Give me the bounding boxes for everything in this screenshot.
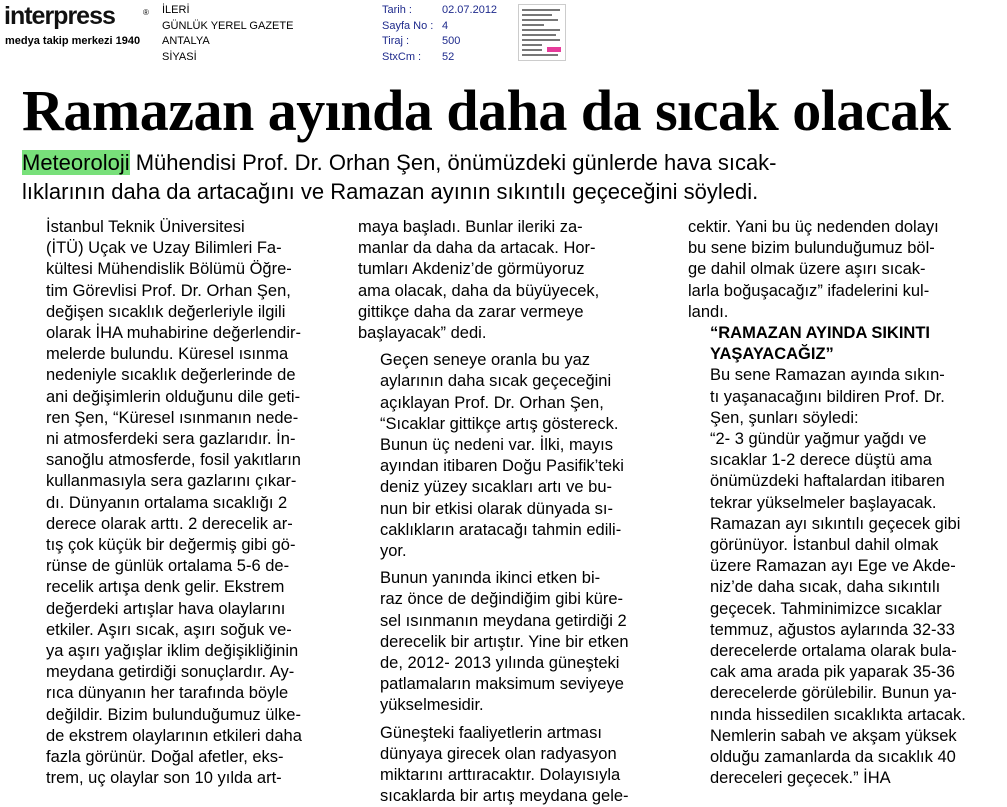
article-text-line: başlayacak” dedi. [358, 324, 487, 343]
article-text-line: caklıkların aratacağı tahmin edili- [380, 520, 622, 539]
article-text-line: dünyaya girecek olan radyasyon [380, 744, 617, 763]
col3-paragraph-1 [688, 217, 1000, 323]
article-text-line: görünüyor. İstanbul dahil olmak [710, 536, 939, 555]
meta-value-line: 02.07.2012 [442, 4, 498, 16]
lead-highlight: Meteoroloji [22, 150, 130, 175]
article-text-line: açıklayan Prof. Dr. Orhan Şen, [380, 393, 604, 412]
article-text-line: melerde bulundu. Küresel ısınma [46, 345, 289, 364]
article-text-line: larla boğuşacağız” ifadelerini kul- [688, 281, 930, 300]
article-text-line: Güneşteki faaliyetlerin artması [380, 723, 602, 742]
article-text-line: aylarının daha sıcak geçeceğini [380, 372, 612, 391]
article-column-1 [24, 217, 334, 789]
publication-info-line: ANTALYA [162, 35, 210, 47]
logo-tagline: medya takip merkezi 1940 [5, 35, 141, 47]
article-text-line: rünse de günlük ortalama 5-6 de- [46, 557, 290, 576]
article-text-line: derecelik bir artıştır. Yine bir etken [380, 632, 629, 651]
article-text-line: sel ısınmanın meydana getirdiği 2 [380, 611, 627, 630]
article-text-line: ani değişimlerin olduğunu dile geti- [46, 387, 301, 406]
article-text-line: ya aşırı yağışlar iklim değişikliğinin [46, 642, 299, 661]
article-text-line: kültesi Mühendislik Bölümü Öğre- [46, 260, 292, 279]
col3-subheading [688, 323, 1000, 365]
article-text-line: üzere Ramazan ayı Ege ve Akde- [710, 557, 956, 576]
article-text-line: nun bir etkisi olarak dünyada sı- [380, 499, 613, 518]
article-text-line: bu sene bizim bulunduğumuz böl- [688, 239, 935, 258]
article-text-line: sıcaklar 1-2 derece düştü ama [710, 451, 932, 470]
article-text-line: rıca dünyanın her tarafında böyle [46, 684, 289, 703]
article-text-line: ren Şen, “Küresel ısınmanın nede- [46, 408, 299, 427]
thumbnail-highlight-mark [547, 47, 561, 52]
article-text-line: değerdeki artışlar hava olaylarını [46, 599, 286, 618]
article-text-line: niz’de daha sıcak, daha sıkıntılı [710, 578, 941, 597]
article-text-line: ayından itibaren Doğu Pasifik’teki [380, 457, 624, 476]
publication-info-line: İLERİ [162, 4, 190, 16]
col2-paragraph-4 [358, 723, 658, 807]
article-text-line: yükselmesidir. [380, 696, 484, 715]
article-text-line: maya başladı. Bunlar ileriki za- [358, 218, 583, 236]
article-text-line: (İTÜ) Uçak ve Uzay Bilimleri Fa- [46, 239, 282, 258]
article-text-line: “Sıcaklar gittikçe artış göstereck. [380, 414, 619, 433]
article-text-line: derece olarak arttı. 2 derecelik ar- [46, 514, 293, 533]
article-text-line: patlamaların maksimum seviyeye [380, 675, 624, 694]
meta-value-line: 500 [442, 35, 461, 47]
article-text-line: cektir. Yani bu üç nedenden dolayı [688, 218, 939, 236]
article-text-line: Nemlerin sabah ve akşam yüksek [710, 726, 957, 745]
article-text-line: tumları Akdeniz’de görmüyoruz [358, 260, 585, 279]
article-text-line: “2- 3 gündür yağmur yağdı ve [710, 430, 927, 449]
article-text-line: recelik artışa denk gelir. Ekstrem [46, 578, 285, 597]
article-text-line: Bunun yanında ikinci etken bi- [380, 569, 601, 588]
article-text-line: Bunun üç nedeni var. İlki, mayıs [380, 436, 613, 455]
article-headline: Ramazan ayında daha da sıcak olacak [22, 78, 951, 143]
article-text-line: landı. [688, 302, 729, 321]
col3-paragraph-2 [688, 365, 1000, 429]
article-text-line: dı. Dünyanın ortalama sıcaklığı 2 [46, 493, 288, 512]
article-text-line: olarak İHA muhabirine değerlendir- [46, 324, 301, 343]
lead-line-2: lıklarının daha da artacağını ve Ramazan ayının sıkıntılı geçeceğini söyledi. [22, 179, 759, 204]
article-text-line: tim Görevlisi Prof. Dr. Orhan Şen, [46, 281, 291, 300]
article-text-line: Geçen seneye oranla bu yaz [380, 351, 591, 370]
article-text-line: miktarını arttıracaktır. Dolayısıyla [380, 766, 621, 785]
page-thumbnail [518, 4, 566, 61]
article-text-line: etkiler. Aşırı sıcak, aşırı soğuk ve- [46, 620, 292, 639]
article-text-line: tış çok küçük bir değermiş gibi gö- [46, 536, 296, 555]
clipping-header [0, 0, 1007, 70]
article-text-line: manlar da daha da artacak. Hor- [358, 239, 596, 258]
article-text-line: cak ama arada pik yaparak 35-36 [710, 663, 955, 682]
article-text-line: de ekstrem olaylarının etkileri daha [46, 726, 302, 745]
article-text-line: ama olacak, daha da büyüyecek, [358, 281, 600, 300]
article-text-line: dereceleri geçecek.” İHA [710, 769, 891, 788]
article-lead [22, 148, 1007, 206]
article-text-line: de, 2012- 2013 yılında güneşteki [380, 654, 620, 673]
article-text-line: nında hissedilen sıcaklıkta artacak. [710, 705, 966, 724]
article-text-line: deniz yüzey sıcakları artı ve bu- [380, 478, 613, 497]
article-text-line: gittikçe daha da zarar vermeye [358, 302, 584, 321]
lead-line-1 [22, 148, 1007, 177]
article-text-line: sanoğlu atmosferde, fosil yakıtların [46, 451, 301, 470]
article-text-line: raz önce de değindiğim gibi küre- [380, 590, 624, 609]
clipping-meta-labels [382, 3, 433, 65]
article-text-line: derecelerde ortalama olarak bula- [710, 642, 957, 661]
col2-paragraph-1 [358, 217, 658, 344]
interpress-logo [4, 4, 154, 48]
col3-paragraph-3 [688, 429, 1000, 789]
article-text-line: Bu sene Ramazan ayında sıkın- [710, 366, 945, 385]
article-text-line: değişen sıcaklık değerleriyle ilgili [46, 302, 286, 321]
article-text-line: YAŞAYACAĞIZ” [710, 345, 834, 364]
article-text-line: fazla görünür. Doğal afetler, eks- [46, 748, 284, 767]
article-text-line: İstanbul Teknik Üniversitesi [46, 218, 245, 236]
article-text-line: “RAMAZAN AYINDA SIKINTI [710, 324, 931, 343]
article-text-line: Ramazan ayı sıkıntılı geçecek gibi [710, 514, 961, 533]
article-text-line: yor. [380, 542, 407, 561]
lead-line-1-rest: Mühendisi Prof. Dr. Orhan Şen, önümüzdeki günlerde hava sıcak- [129, 150, 777, 175]
logo-registered-mark: ® [143, 8, 149, 17]
meta-value-line: 52 [442, 50, 455, 63]
meta-label-line: Sayfa No : [382, 19, 434, 32]
article-text-line: temmuz, ağustos aylarında 32-33 [710, 620, 955, 639]
publication-info [162, 3, 293, 65]
col2-paragraph-3 [358, 568, 658, 716]
col1-paragraph [24, 217, 334, 789]
article-text-line: nedeniyle sıcaklık değerlerinde de [46, 366, 296, 385]
article-text-line: trem, uç olaylar son 10 yılda art- [46, 769, 282, 788]
article-text-line: önümüzdeki haftalardan itibaren [710, 472, 945, 491]
article-text-line: ge dahil olmak üzere aşırı sıcak- [688, 260, 926, 279]
col2-paragraph-2 [358, 350, 658, 562]
article-column-3 [688, 217, 1000, 789]
logo-brand: interpress [4, 2, 115, 30]
article-text-line: tı yaşanacağını bildiren Prof. Dr. [710, 387, 945, 406]
article-text-line: değildir. Bizim bulunduğumuz ülke- [46, 705, 301, 724]
article-text-line: derecelerde görülebilir. Bunun ya- [710, 684, 957, 703]
article-text-line: tekrar yükselmeler başlayacak. [710, 493, 937, 512]
meta-label-line: Tiraj : [382, 35, 410, 47]
article-column-2 [358, 217, 658, 807]
article-text-line: kullanmasıyla sera gazlarını çıkar- [46, 472, 297, 491]
meta-label-line: StxCm : [382, 50, 422, 63]
article-text-line: olduğu zamanlarda da sıcaklık 40 [710, 748, 956, 767]
article-text-line: geçecek. Tahminimizce sıcaklar [710, 599, 942, 618]
meta-value-line: 4 [442, 19, 449, 32]
publication-info-line: GÜNLÜK YEREL GAZETE [162, 19, 294, 32]
article-text-line: Şen, şunları söyledi: [710, 408, 859, 427]
article-text-line: meydana getirdiği sonuçlardır. Ay- [46, 663, 295, 682]
meta-label-line: Tarih : [382, 4, 412, 16]
article-text-line: sıcaklarda bir artış meydana gele- [380, 787, 629, 806]
article-text-line: ni atmosferdeki sera gazlarıdır. İn- [46, 430, 296, 449]
clipping-meta-values [442, 3, 497, 65]
publication-info-line: SİYASİ [162, 50, 197, 63]
